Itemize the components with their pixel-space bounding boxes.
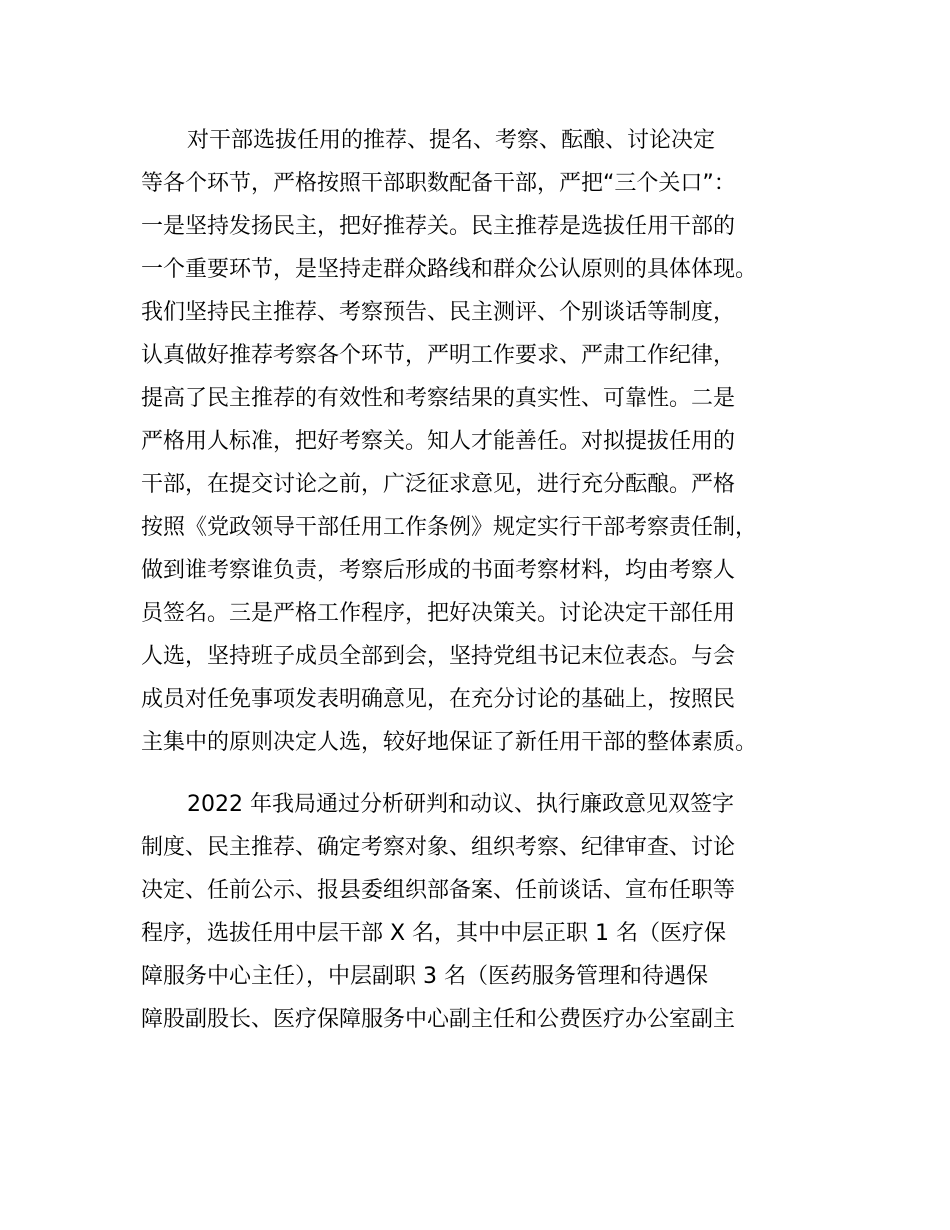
paragraph-1-line-9: 干部，在提交讨论之前，广泛征求意见，进行充分酝酿。严格 [141, 472, 736, 497]
paragraph-1-line-10: 按照《党政领导干部任用工作条例》规定实行干部考察责任制， [141, 515, 758, 540]
paragraph-1-line-6: 认真做好推荐考察各个环节，严明工作要求、严肃工作纪律， [141, 343, 736, 368]
paragraph-2-line-4: 程序，选拔任用中层干部 X 名，其中中层正职 1 名（医疗保 [141, 921, 727, 946]
paragraph-2-line-5: 障服务中心主任），中层副职 3 名（医药服务管理和待遇保 [141, 964, 708, 989]
paragraph-1-line-5: 我们坚持民主推荐、考察预告、民主测评、个别谈话等制度， [141, 300, 736, 325]
paragraph-1-line-2: 等各个环节，严格按照干部职数配备干部，严把“三个关口”： [141, 171, 736, 196]
paragraph-1-line-1: 对干部选拔任用的推荐、提名、考察、酝酿、讨论决定 [187, 128, 716, 153]
paragraph-2-line-2: 制度、民主推荐、确定考察对象、组织考察、纪律审查、讨论 [141, 835, 736, 860]
paragraph-1-line-13: 人选，坚持班子成员全部到会，坚持党组书记末位表态。与会 [141, 644, 736, 669]
paragraph-1-line-4: 一个重要环节，是坚持走群众路线和群众公认原则的具体体现。 [141, 257, 758, 282]
paragraph-1-line-3: 一是坚持发扬民主，把好推荐关。民主推荐是选拔任用干部的 [141, 214, 736, 239]
paragraph-1-line-11: 做到谁考察谁负责，考察后形成的书面考察材料，均由考察人 [141, 558, 736, 583]
paragraph-1-line-15: 主集中的原则决定人选，较好地保证了新任用干部的整体素质。 [141, 730, 758, 755]
paragraph-1-line-14: 成员对任免事项发表明确意见，在充分讨论的基础上，按照民 [141, 687, 736, 712]
paragraph-2-line-1: 2022 年我局通过分析研判和动议、执行廉政意见双签字 [187, 792, 734, 817]
paragraph-1-line-7: 提高了民主推荐的有效性和考察结果的真实性、可靠性。二是 [141, 386, 736, 411]
paragraph-2-line-3: 决定、任前公示、报县委组织部备案、任前谈话、宣布任职等 [141, 878, 736, 903]
paragraph-1-line-8: 严格用人标准，把好考察关。知人才能善任。对拟提拔任用的 [141, 429, 736, 454]
paragraph-1-line-12: 员签名。三是严格工作程序，把好决策关。讨论决定干部任用 [141, 601, 736, 626]
paragraph-2-line-6: 障股副股长、医疗保障服务中心副主任和公费医疗办公室副主 [141, 1007, 736, 1032]
